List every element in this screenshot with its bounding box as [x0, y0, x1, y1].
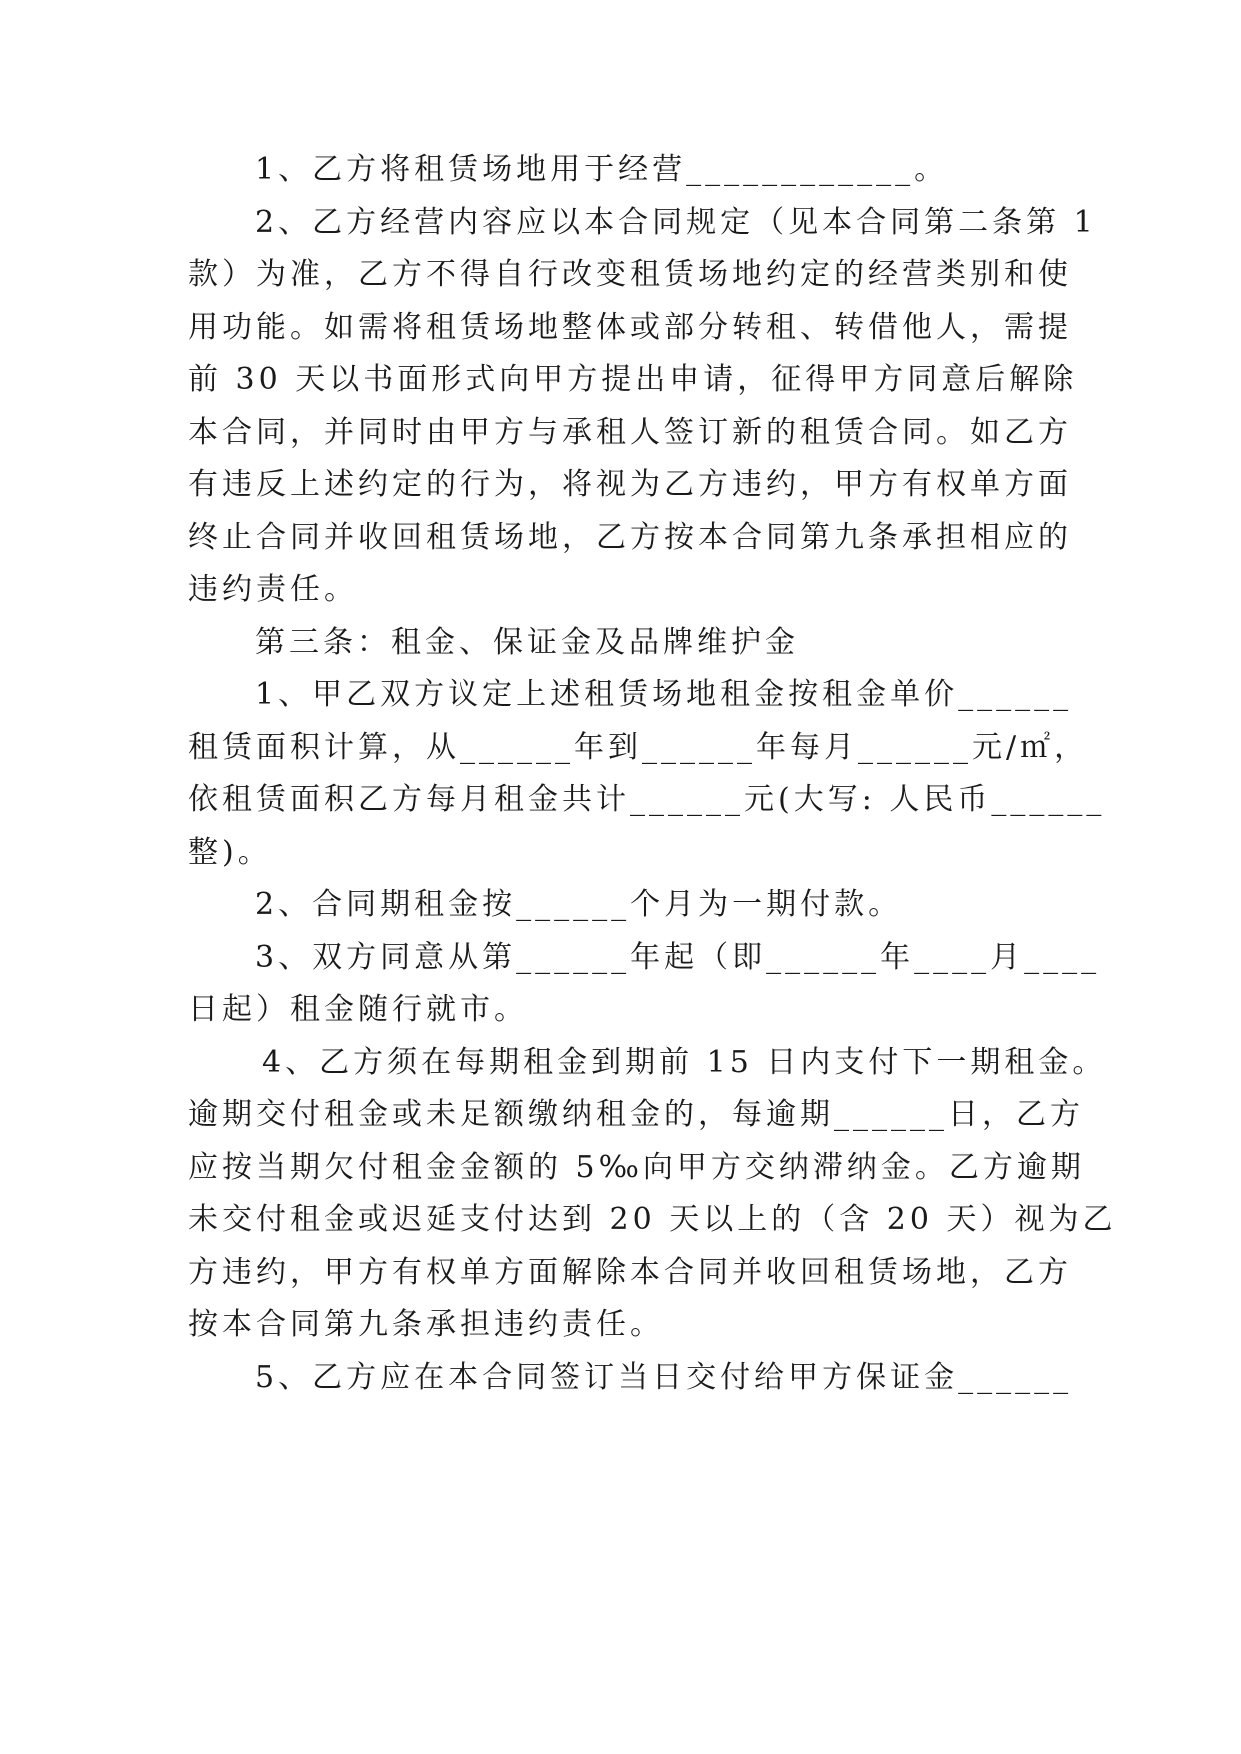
text-line: 整)。 — [188, 835, 272, 870]
text-line: 用功能。如需将租赁场地整体或部分转租、转借他人，需提 — [188, 310, 1072, 345]
text-line: 日起）租金随行就市。 — [188, 992, 528, 1027]
text-line: 4、乙方须在每期租金到期前 15 日内支付下一期租金。 — [262, 1045, 1107, 1080]
text-line: 违约责任。 — [188, 572, 358, 607]
text-line: 应按当期欠付租金金额的 5‰向甲方交纳滞纳金。乙方逾期 — [188, 1150, 1085, 1185]
text-line: 1、乙方将租赁场地用于经营____________。 — [255, 152, 949, 187]
text-line: 款）为准，乙方不得自行改变租赁场地约定的经营类别和使 — [188, 257, 1072, 292]
text-line: 方违约，甲方有权单方面解除本合同并收回租赁场地，乙方 — [188, 1255, 1072, 1290]
text-line: 1、甲乙双方议定上述租赁场地租金按租金单价______ — [255, 677, 1073, 712]
text-line: 本合同，并同时由甲方与承租人签订新的租赁合同。如乙方 — [188, 415, 1072, 450]
text-line: 2、合同期租金按______个月为一期付款。 — [255, 887, 903, 922]
text-line: 2、乙方经营内容应以本合同规定（见本合同第二条第 1 — [255, 205, 1097, 240]
text-line: 未交付租金或迟延支付达到 20 天以上的（含 20 天）视为乙 — [188, 1202, 1117, 1237]
text-line: 依租赁面积乙方每月租金共计______元(大写: 人民币______ — [188, 782, 1106, 817]
text-line: 有违反上述约定的行为，将视为乙方违约，甲方有权单方面 — [188, 467, 1072, 502]
text-line: 逾期交付租金或未足额缴纳租金的，每逾期______日，乙方 — [188, 1097, 1084, 1132]
text-line: 3、双方同意从第______年起（即______年____月____ — [255, 940, 1101, 975]
text-line: 前 30 天以书面形式向甲方提出申请，征得甲方同意后解除 — [188, 362, 1078, 397]
text-line: 5、乙方应在本合同签订当日交付给甲方保证金______ — [255, 1360, 1073, 1395]
text-line: 终止合同并收回租赁场地，乙方按本合同第九条承担相应的 — [188, 520, 1072, 555]
section-heading: 第三条：租金、保证金及品牌维护金 — [255, 625, 799, 660]
text-line: 租赁面积计算，从______年到______年每月______元/㎡， — [188, 730, 1089, 765]
text-line: 按本合同第九条承担违约责任。 — [188, 1307, 664, 1342]
